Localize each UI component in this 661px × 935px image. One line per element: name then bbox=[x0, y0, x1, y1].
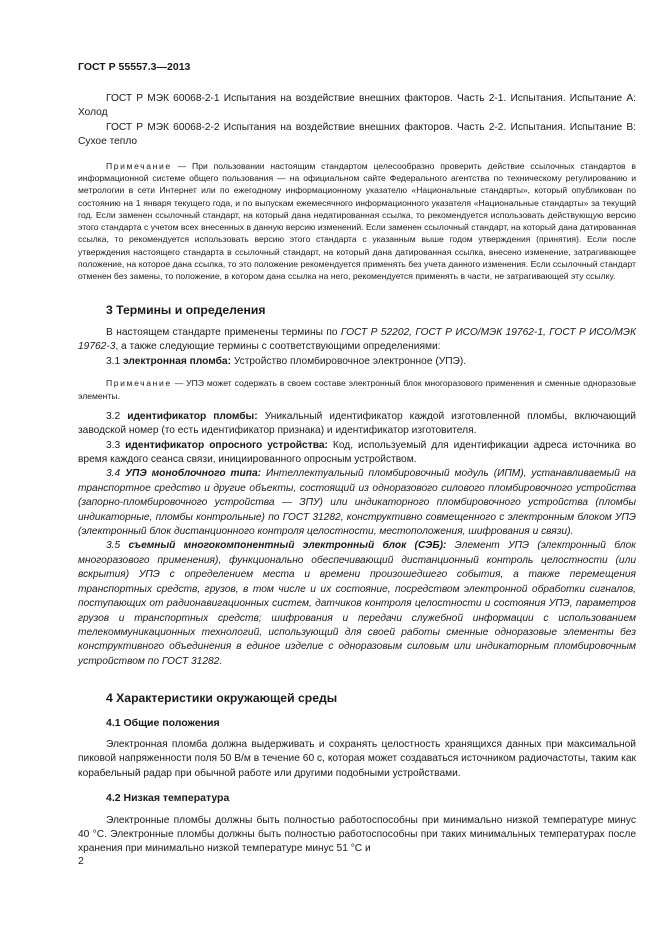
term-name: электронная пломба: bbox=[123, 355, 231, 367]
term-name: идентификатор пломбы: bbox=[127, 410, 258, 422]
term-definition: Элемент УПЭ (электронный блок многоразового применения), функционально обеспечивающий дистанционный контроль целостности (или вскрытия) УПЭ с определением места и времени произошедшего события, а также перемещения транспортных средств, грузов, в том числе и их состояние, посредством электронной обработки сигналов, поступающих от радионавигационных систем, датчиков контроля целостности и состояния УПЭ, параметров грузов и транспортных средств; шифрования и передачи служебной информации с использованием телекоммуникационных технологий, использующий для своей работы сменные одноразовые элементы без конструктивного объединения в единое изделие с одноразовым силовым или индикаторным пломбировочным устройством по ГОСТ 31282. bbox=[78, 540, 636, 667]
term-definition: Код, используемый для идентификации адреса источника во время каждого сеанса связи, инициированного опросным устройством. bbox=[78, 439, 637, 466]
term-name: УПЭ моноблочного типа: bbox=[125, 468, 262, 480]
term-3-4: 3.4 УПЭ моноблочного типа: Интеллектуальный пломбировочный модуль (ИПМ), устанавливаемый на транспортное средство и другие объекты, состоящий из одноразового силового пломбировочного устройства (запорно-пломбировочного устройства — ЗПУ) или индикаторного пломбировочного устройства (пломбы индикаторные, пломбы контрольные) по ГОСТ 31282, конструктивно совмещенного с электронным блоком УПЭ (электронный блок дистанционного контроля целостности, местоположения, шифрования и связи). bbox=[78, 468, 636, 538]
term-3-3: 3.3 идентификатор опросного устройства: Код, используемый для идентификации адреса источника во время каждого сеанса связи, инициированного опросным устройством. bbox=[78, 439, 637, 466]
term-name: идентификатор опросного устройства: bbox=[125, 439, 328, 451]
section-3-intro: В настоящем стандарте применены термины по ГОСТ Р 52202, ГОСТ Р ИСО/МЭК 19762-1, ГОСТ Р ИСО/МЭК 19762-3, а также следующие термины с соответствующими определениями: bbox=[78, 327, 636, 353]
note-label: Примечание bbox=[106, 378, 172, 389]
document-header: ГОСТ Р 55557.3—2013 bbox=[78, 61, 191, 73]
reference-list: ГОСТ Р 52202, ГОСТ Р ИСО/МЭК 19762-1, ГОСТ Р ИСО/МЭК 19762-3 bbox=[78, 327, 636, 353]
reference-item: ГОСТ Р МЭК 60068-2-2 Испытания на воздействие внешних факторов. Часть 2-2. Испытания. Испытание В: Сухое тепло bbox=[78, 121, 636, 148]
note-label: Примечание bbox=[106, 160, 172, 171]
subsection-4-1-text: Электронная пломба должна выдерживать и сохранять целостность хранящихся данных при максимальной пиковой напряженности поля 50 В/м в течение 60 с, которая может создаваться источником радиочастоты, таким как корабельный радар при обычной работе или другими подобными устройствами. bbox=[78, 738, 636, 779]
term-3-5: 3.5 съемный многокомпонентный электронный блок (СЭБ): Элемент УПЭ (электронный блок многоразового применения), функционально обеспечивающий дистанционный контроль целостности (или вскрытия) УПЭ с определением места и времени произошедшего события, а также перемещения транспортных средств, грузов, в том числе и их состояние, посредством электронной обработки сигналов, поступающих от радионавигационных систем, датчиков контроля целостности и состояния УПЭ, параметров грузов и транспортных средств; шифрования и передачи служебной информации с использованием телекоммуникационных технологий, использующий для своей работы сменные одноразовые элементы без конструктивного объединения в единое изделие с одноразовым силовым или индикаторным пломбировочным устройством по ГОСТ 31282. bbox=[78, 540, 636, 667]
term-3-2: 3.2 идентификатор пломбы: Уникальный идентификатор каждой изготовленной пломбы, включающий заводской номер (то есть идентификатор признака) и идентификатор изготовителя. bbox=[78, 410, 636, 437]
reference-item: ГОСТ Р МЭК 60068-2-1 Испытания на воздействие внешних факторов. Часть 2-1. Испытания. Испытание А: Холод bbox=[78, 93, 636, 119]
section-4-heading: 4 Характеристики окружающей среды bbox=[106, 691, 338, 706]
document-body bbox=[78, 92, 636, 857]
note-paragraph bbox=[78, 377, 636, 402]
term-definition: Уникальный идентификатор каждой изготовленной пломбы, включающий заводской номер (то есть идентификатор признака) и идентификатор изготовителя. bbox=[78, 410, 636, 437]
page-number: 2 bbox=[78, 855, 84, 867]
term-definition: Интеллектуальный пломбировочный модуль (ИПМ), устанавливаемый на транспортное средство и другие объекты, состоящий из одноразового силового пломбировочного устройства (запорно-пломбировочного устройства — ЗПУ) или индикаторного пломбировочного устройства (пломбы индикаторные, пломбы контрольные) по ГОСТ 31282, конструктивно совмещенного с электронным блоком УПЭ (электронный блок дистанционного контроля целостности, местоположения, шифрования и связи). bbox=[78, 468, 636, 538]
note-paragraph bbox=[78, 160, 636, 283]
subsection-4-2-text: Электронные пломбы должны быть полностью работоспособны при минимально низкой температуре минус 40 °С. Электронные пломбы должны быть полностью работоспособны при таких минимальных температурах после хранения при минимально низкой температуре минус 51 °С и bbox=[78, 814, 636, 855]
note-text: — УПЭ может содержать в своем составе электронный блок многоразового применения и сменные одноразовые элементы. bbox=[78, 378, 636, 401]
section-3-heading: 3 Термины и определения bbox=[106, 302, 266, 317]
term-definition: Устройство пломбировочное электронное (УПЭ). bbox=[231, 355, 467, 367]
note-text: — При пользовании настоящим стандартом целесообразно проверить действие ссылочных стандартов в информационной системе общего пользования — на официальном сайте Федерального агентства по техническому регулированию и метрологии в сети Интернет или по ежегодному информационному указателю «Национальные стандарты», который опубликован по состоянию на 1 января текущего года, и по выпускам ежемесячного информационного указателя «Национальные стандарты» за текущий год. Если заменен ссылочный стандарт, на который дана недатированная ссылка, то рекомендуется использовать действующую версию этого стандарта с учетом всех внесенных в данную версию изменений. Если заменен ссылочный стандарт, на который дана датированная ссылка, то рекомендуется использовать версию этого стандарта с указанным выше годом утверждения (принятия). Если после утверждения настоящего стандарта в ссылочный стандарт, на который дана датированная ссылка, внесено изменение, затрагивающее положение, на которое дана ссылка, то это положение рекомендуется применять без учета данного изменения. Если ссылочный стандарт отменен без замены, то положение, в котором дана ссылка на него, рекомендуется применять в части, не затрагивающей эту ссылку. bbox=[78, 160, 636, 282]
subsection-4-1-heading: 4.1 Общие положения bbox=[106, 716, 220, 729]
subsection-4-2-heading: 4.2 Низкая температура bbox=[106, 792, 230, 805]
term-3-1: 3.1 электронная пломба: Устройство пломбировочное электронное (УПЭ). bbox=[106, 355, 467, 367]
term-name: съемный многокомпонентный электронный блок (СЭБ): bbox=[128, 540, 447, 552]
